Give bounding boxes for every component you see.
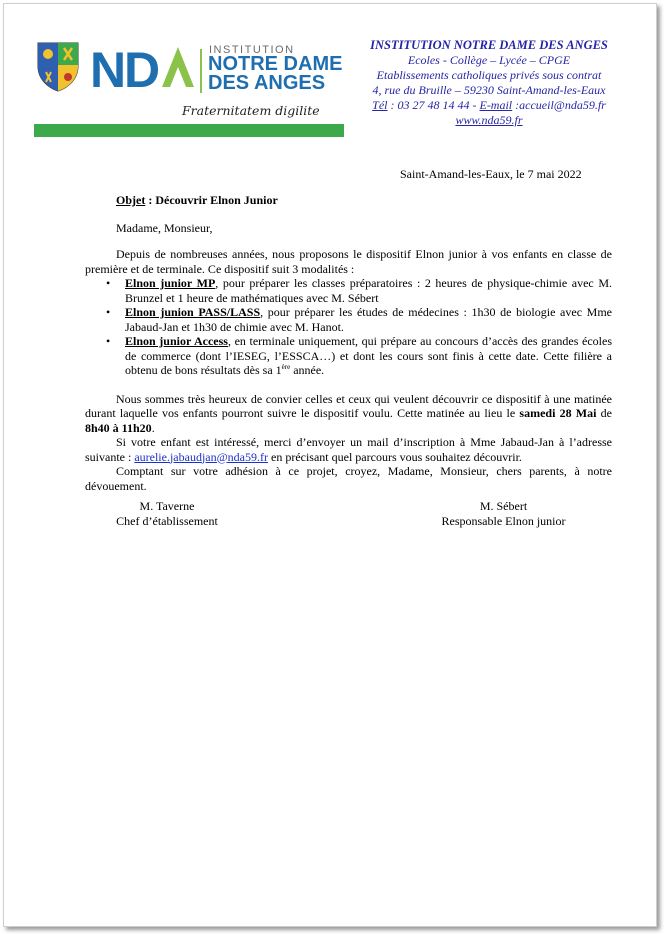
email-link[interactable]: aurelie.jabaudjan@nda59.fr — [134, 449, 268, 464]
object-label: Objet — [116, 193, 146, 207]
nda-logo — [90, 43, 198, 93]
institution-name: NOTRE DAME DES ANGES — [208, 53, 343, 94]
address-line: Ecoles - Collège – Lycée – CPGE — [407, 53, 571, 67]
paragraph: Si votre enfant est intéressé, merci d’envoyer un mail d’inscription à Mme Jabaud-Jan à l’adresse suivante : aurelie.jabaudjan@nda59.fr en précisant quel parcours vous souhaitez découvrir. — [85, 435, 612, 464]
signature-left — [116, 499, 218, 528]
letter-object — [116, 193, 278, 208]
website-link[interactable]: www.nda59.fr — [455, 113, 523, 127]
email-label: E-mail — [479, 98, 513, 112]
institution-label: INSTITUTION — [209, 44, 295, 56]
signature-right — [441, 499, 566, 528]
motto: Fraternitatem digilite — [182, 103, 320, 118]
address-block — [359, 38, 619, 128]
salutation: Madame, Monsieur, — [116, 221, 213, 235]
address-line: 4, rue du Bruille – 59230 Saint-Amand-les-Eaux — [372, 83, 606, 97]
list-item: • Elnon junior MP, pour préparer les classes préparatoires : 2 heures de physique-chimie avec M. Brunzel et 1 heure de mathématiques avec M. Sébert — [125, 276, 612, 305]
letter-page — [3, 3, 657, 927]
tel-value: : 03 27 48 14 44 - — [387, 98, 480, 112]
signatory-role: Chef d’établissement — [116, 513, 218, 528]
modalities-list — [85, 276, 612, 378]
svg-text:D: D — [124, 43, 157, 93]
tel-label: Tél — [372, 98, 388, 112]
address-line: Etablissements catholiques privés sous contrat — [376, 68, 602, 82]
paragraph: Nous sommes très heureux de convier celles et ceux qui veulent découvrir ce dispositif à une matinée durant laquelle vos enfants pourront suivre le dispositif voulu. Cette matinée au lieu le samedi 28 Mai de 8h40 à 11h20. — [85, 391, 613, 435]
header-green-bar — [34, 124, 344, 137]
logo-divider — [200, 49, 202, 93]
contact-line — [359, 98, 619, 113]
signatory-name: M. Sébert — [479, 499, 528, 513]
signatory-name: M. Taverne — [139, 499, 195, 513]
paragraph: Depuis de nombreuses années, nous proposons le dispositif Elnon junior à vos enfants en classe de première et de terminale. Ce dispositif suit 3 modalités : — [85, 247, 612, 276]
address-title: INSTITUTION NOTRE DAME DES ANGES — [370, 38, 608, 52]
list-item: • Elnon junion PASS/LASS, pour préparer les études de médecines : 1h30 de biologie avec Mme Jabaud-Jan et 1h30 de chimie avec M. Hanot. — [125, 305, 612, 334]
list-item: • Elnon junior Access, en terminale uniquement, qui prépare au concours d’accès des grandes écoles de commerce (dont l’IESEG, l’ESSCA…) et dont les cours sont finis à cette date. Cette filière a obtenu de bons résultats dès sa 1ère année. — [125, 334, 612, 378]
letter-body — [85, 247, 612, 493]
object-text: : Découvrir Elnon Junior — [145, 193, 278, 207]
paragraph: Comptant sur votre adhésion à ce projet, croyez, Madame, Monsieur, chers parents, à notre dévouement. — [85, 464, 612, 493]
letter-date: Saint-Amand-les-Eaux, le 7 mai 2022 — [400, 167, 582, 181]
svg-text:N: N — [90, 43, 123, 93]
signatory-role: Responsable Elnon junior — [441, 513, 566, 528]
email-value: :accueil@nda59.fr — [512, 98, 606, 112]
coat-of-arms-icon — [37, 42, 79, 92]
